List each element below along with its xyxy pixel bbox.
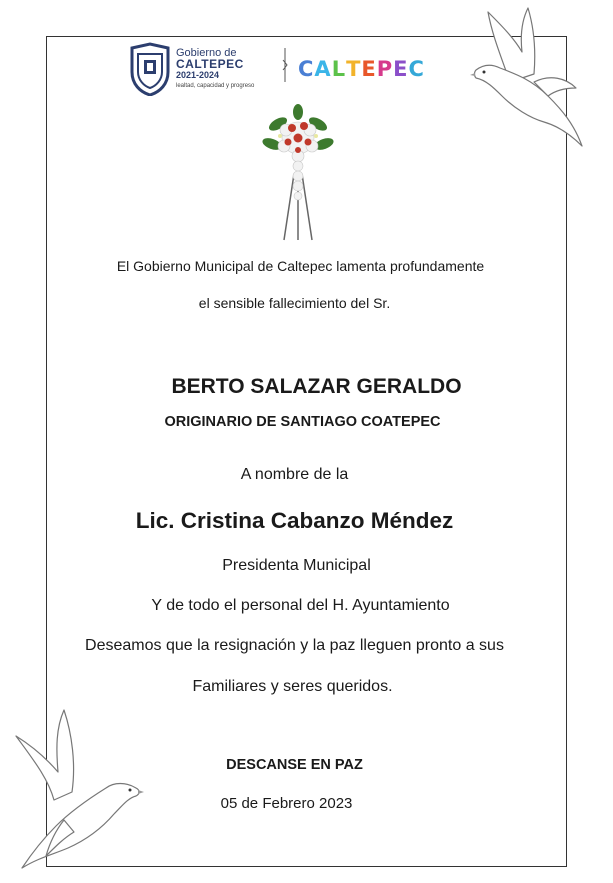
brand-letter: C: [408, 57, 425, 81]
gov-logo-line3: 2021-2024: [176, 70, 220, 80]
staff-line: Y de todo el personal del H. Ayuntamiento: [151, 597, 450, 614]
official-title: Presidenta Municipal: [222, 557, 371, 574]
intro-line-2: el sensible fallecimiento del Sr.: [198, 295, 391, 311]
logo-divider: [282, 48, 288, 82]
gobierno-caltepec-logo: [128, 42, 278, 98]
brand-letter: A: [314, 57, 332, 81]
dove-icon: [2, 708, 152, 876]
official-name: Lic. Cristina Cabanzo Méndez: [135, 508, 454, 533]
gov-logo-line2: CALTEPEC: [176, 57, 244, 71]
brand-letter: E: [361, 57, 377, 81]
on-behalf-line: A nombre de la: [240, 466, 349, 483]
date-line: 05 de Febrero 2023: [220, 795, 353, 812]
brand-letter: P: [376, 57, 394, 81]
dove-icon: [470, 4, 590, 154]
brand-letter: T: [346, 57, 362, 81]
shield-icon: [128, 42, 172, 96]
wish-line-1: Deseamos que la resignación y la paz lleguen pronto a sus: [85, 637, 504, 654]
wish-line-2: Familiares y seres queridos.: [192, 678, 393, 695]
brand-letter: E: [393, 57, 409, 81]
brand-letter: L: [331, 57, 347, 81]
gov-logo-tagline: lealtad, capacidad y progreso: [176, 83, 255, 89]
deceased-name: BERTO SALAZAR GERALDO: [171, 375, 462, 398]
brand-letter: C: [298, 57, 315, 81]
intro-line-1: El Gobierno Municipal de Caltepec lamenta profundamente: [116, 258, 485, 274]
flower-wreath-icon: [258, 104, 338, 242]
origin-line: ORIGINARIO DE SANTIAGO COATEPEC: [164, 414, 441, 430]
gov-logo-line1: Gobierno de: [176, 47, 237, 59]
closing-line: DESCANSE EN PAZ: [226, 757, 363, 773]
caltepec-brand-logo: [298, 57, 425, 81]
